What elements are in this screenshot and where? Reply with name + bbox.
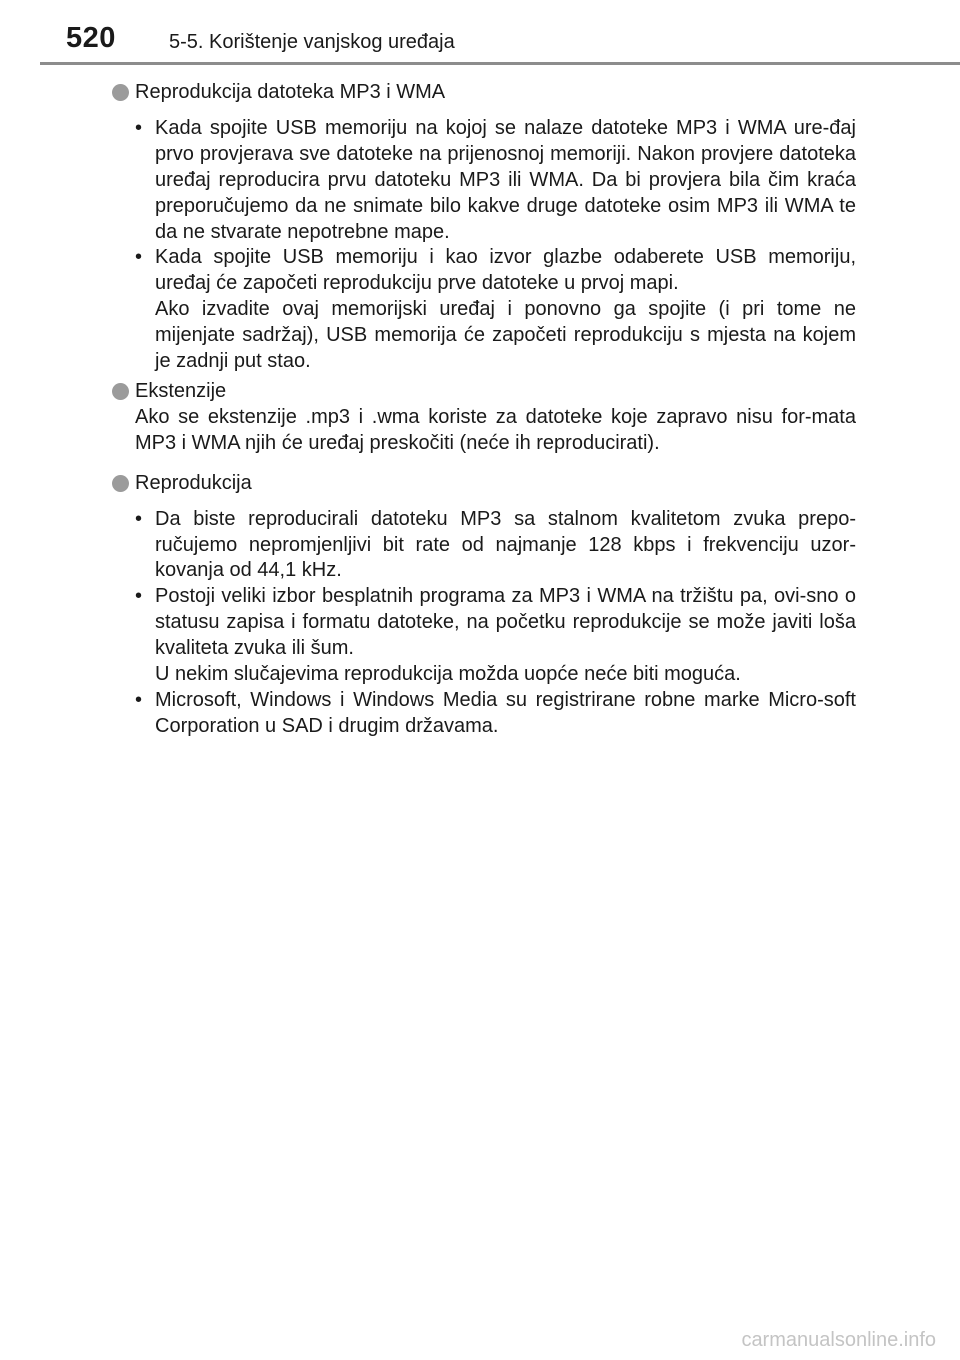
bullet-dot-icon: • — [135, 585, 143, 608]
paragraph: Postoji veliki izbor besplatnih programa za MP3 i WMA na tržištu pa, ovi-sno o statusu zapisa i formatu datoteke, na početku reprodukcije se može javiti loša kvaliteta zvuka ili šum. — [155, 585, 856, 660]
paragraph: Microsoft, Windows i Windows Media su registrirane robne marke Micro-soft Corporation u SAD i drugim državama. — [155, 688, 856, 737]
list-item — [135, 245, 856, 375]
page-content — [112, 80, 856, 740]
paragraph: Da biste reproducirali datoteku MP3 sa stalnom kvalitetom zvuka prepo-ručujemo nepromjenljivi bit rate od najmanje 128 kbps i frekvenciju uzor-kovanja od 44,1 kHz. — [155, 507, 856, 582]
section-heading-text: Reprodukcija — [135, 471, 252, 494]
circle-bullet-icon — [112, 84, 129, 101]
section-heading — [135, 379, 856, 405]
list-item — [135, 507, 856, 585]
section-heading — [135, 80, 856, 106]
bullet-dot-icon: • — [135, 246, 143, 269]
list-item — [135, 688, 856, 740]
paragraph: Ako se ekstenzije .mp3 i .wma koriste za datoteke koje zapravo nisu for-mata MP3 i WMA njih će uređaj preskočiti (neće ih reproducirati). — [135, 405, 856, 454]
watermark: carmanualsonline.info — [741, 1329, 936, 1351]
header-divider — [40, 62, 960, 65]
list-item — [135, 584, 856, 688]
section-heading — [135, 471, 856, 497]
bullet-dot-icon: • — [135, 116, 143, 139]
section-mp3-wma — [112, 80, 856, 375]
section-playback — [112, 471, 856, 740]
bullet-list — [135, 507, 856, 740]
bullet-dot-icon: • — [135, 507, 143, 530]
section-title: 5-5. Korištenje vanjskog uređaja — [169, 31, 455, 53]
paragraph: Ako izvadite ovaj memorijski uređaj i ponovno ga spojite (i pri tome ne mijenjate sadržaj), USB memorija će započeti reprodukciju s mjesta na kojem je zadnji put stao. — [155, 298, 856, 373]
page-header — [0, 0, 960, 64]
circle-bullet-icon — [112, 475, 129, 492]
paragraph: U nekim slučajevima reprodukcija možda uopće neće biti moguća. — [155, 663, 741, 686]
paragraph: Kada spojite USB memoriju na kojoj se nalaze datoteke MP3 i WMA ure-đaj prvo provjerava sve datoteke na prijenosnoj memoriji. Nakon provjere datoteka uređaj reproducira prvu datoteku MP3 ili WMA. Da bi provjera bila čim kraća preporučujemo da ne snimate bilo kakve druge datoteke osim MP3 ili WMA te da ne stvarate nepotrebne mape. — [155, 116, 856, 243]
paragraph: Kada spojite USB memoriju i kao izvor glazbe odaberete USB memoriju, uređaj će započeti reprodukciju prve datoteke u prvoj mapi. — [155, 246, 856, 295]
section-extensions — [112, 379, 856, 457]
page-number: 520 — [66, 22, 116, 54]
circle-bullet-icon — [112, 383, 129, 400]
bullet-list — [135, 116, 856, 375]
section-heading-text: Ekstenzije — [135, 379, 227, 402]
section-heading-text: Reprodukcija datoteka MP3 i WMA — [135, 81, 446, 103]
bullet-dot-icon: • — [135, 688, 143, 711]
list-item — [135, 116, 856, 246]
